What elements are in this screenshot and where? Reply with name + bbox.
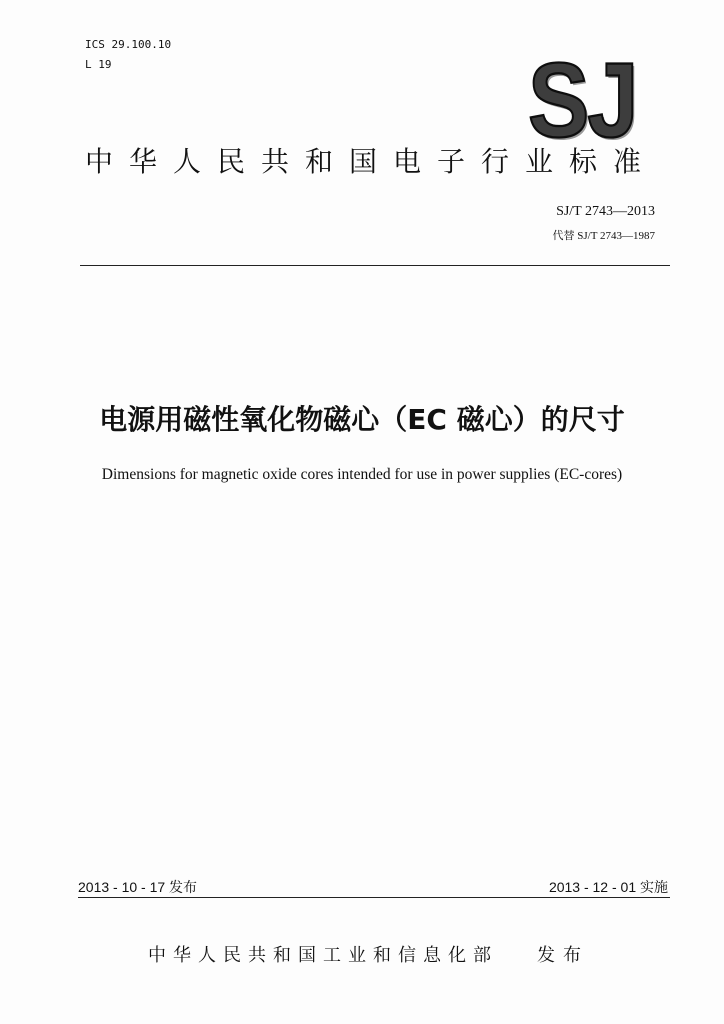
ics-code: ICS 29.100.10 bbox=[85, 38, 172, 51]
sj-logo: SJ bbox=[528, 42, 637, 160]
standard-number: SJ/T 2743—2013 bbox=[556, 204, 655, 219]
implementation-date: 2013 - 12 - 01 实施 bbox=[548, 879, 668, 895]
issue-date: 2013 - 10 - 17 发布 bbox=[78, 879, 198, 895]
document-title-chinese: 电源用磁性氧化物磁心（EC 磁心）的尺寸 bbox=[99, 403, 625, 436]
issue-action: 发布 bbox=[537, 945, 589, 966]
header-divider bbox=[80, 265, 670, 266]
issuing-authority: 中华人民共和国工业和信息化部 bbox=[148, 945, 498, 966]
document-title-english: Dimensions for magnetic oxide cores intended for use in power supplies (EC-cores) bbox=[101, 466, 623, 483]
footer-divider bbox=[78, 897, 670, 898]
standard-category-title: 中华人民共和国电子行业标准 bbox=[85, 145, 658, 178]
ccs-code: L 19 bbox=[85, 58, 112, 71]
replaced-standard: 代替 SJ/T 2743—1987 bbox=[552, 230, 655, 242]
